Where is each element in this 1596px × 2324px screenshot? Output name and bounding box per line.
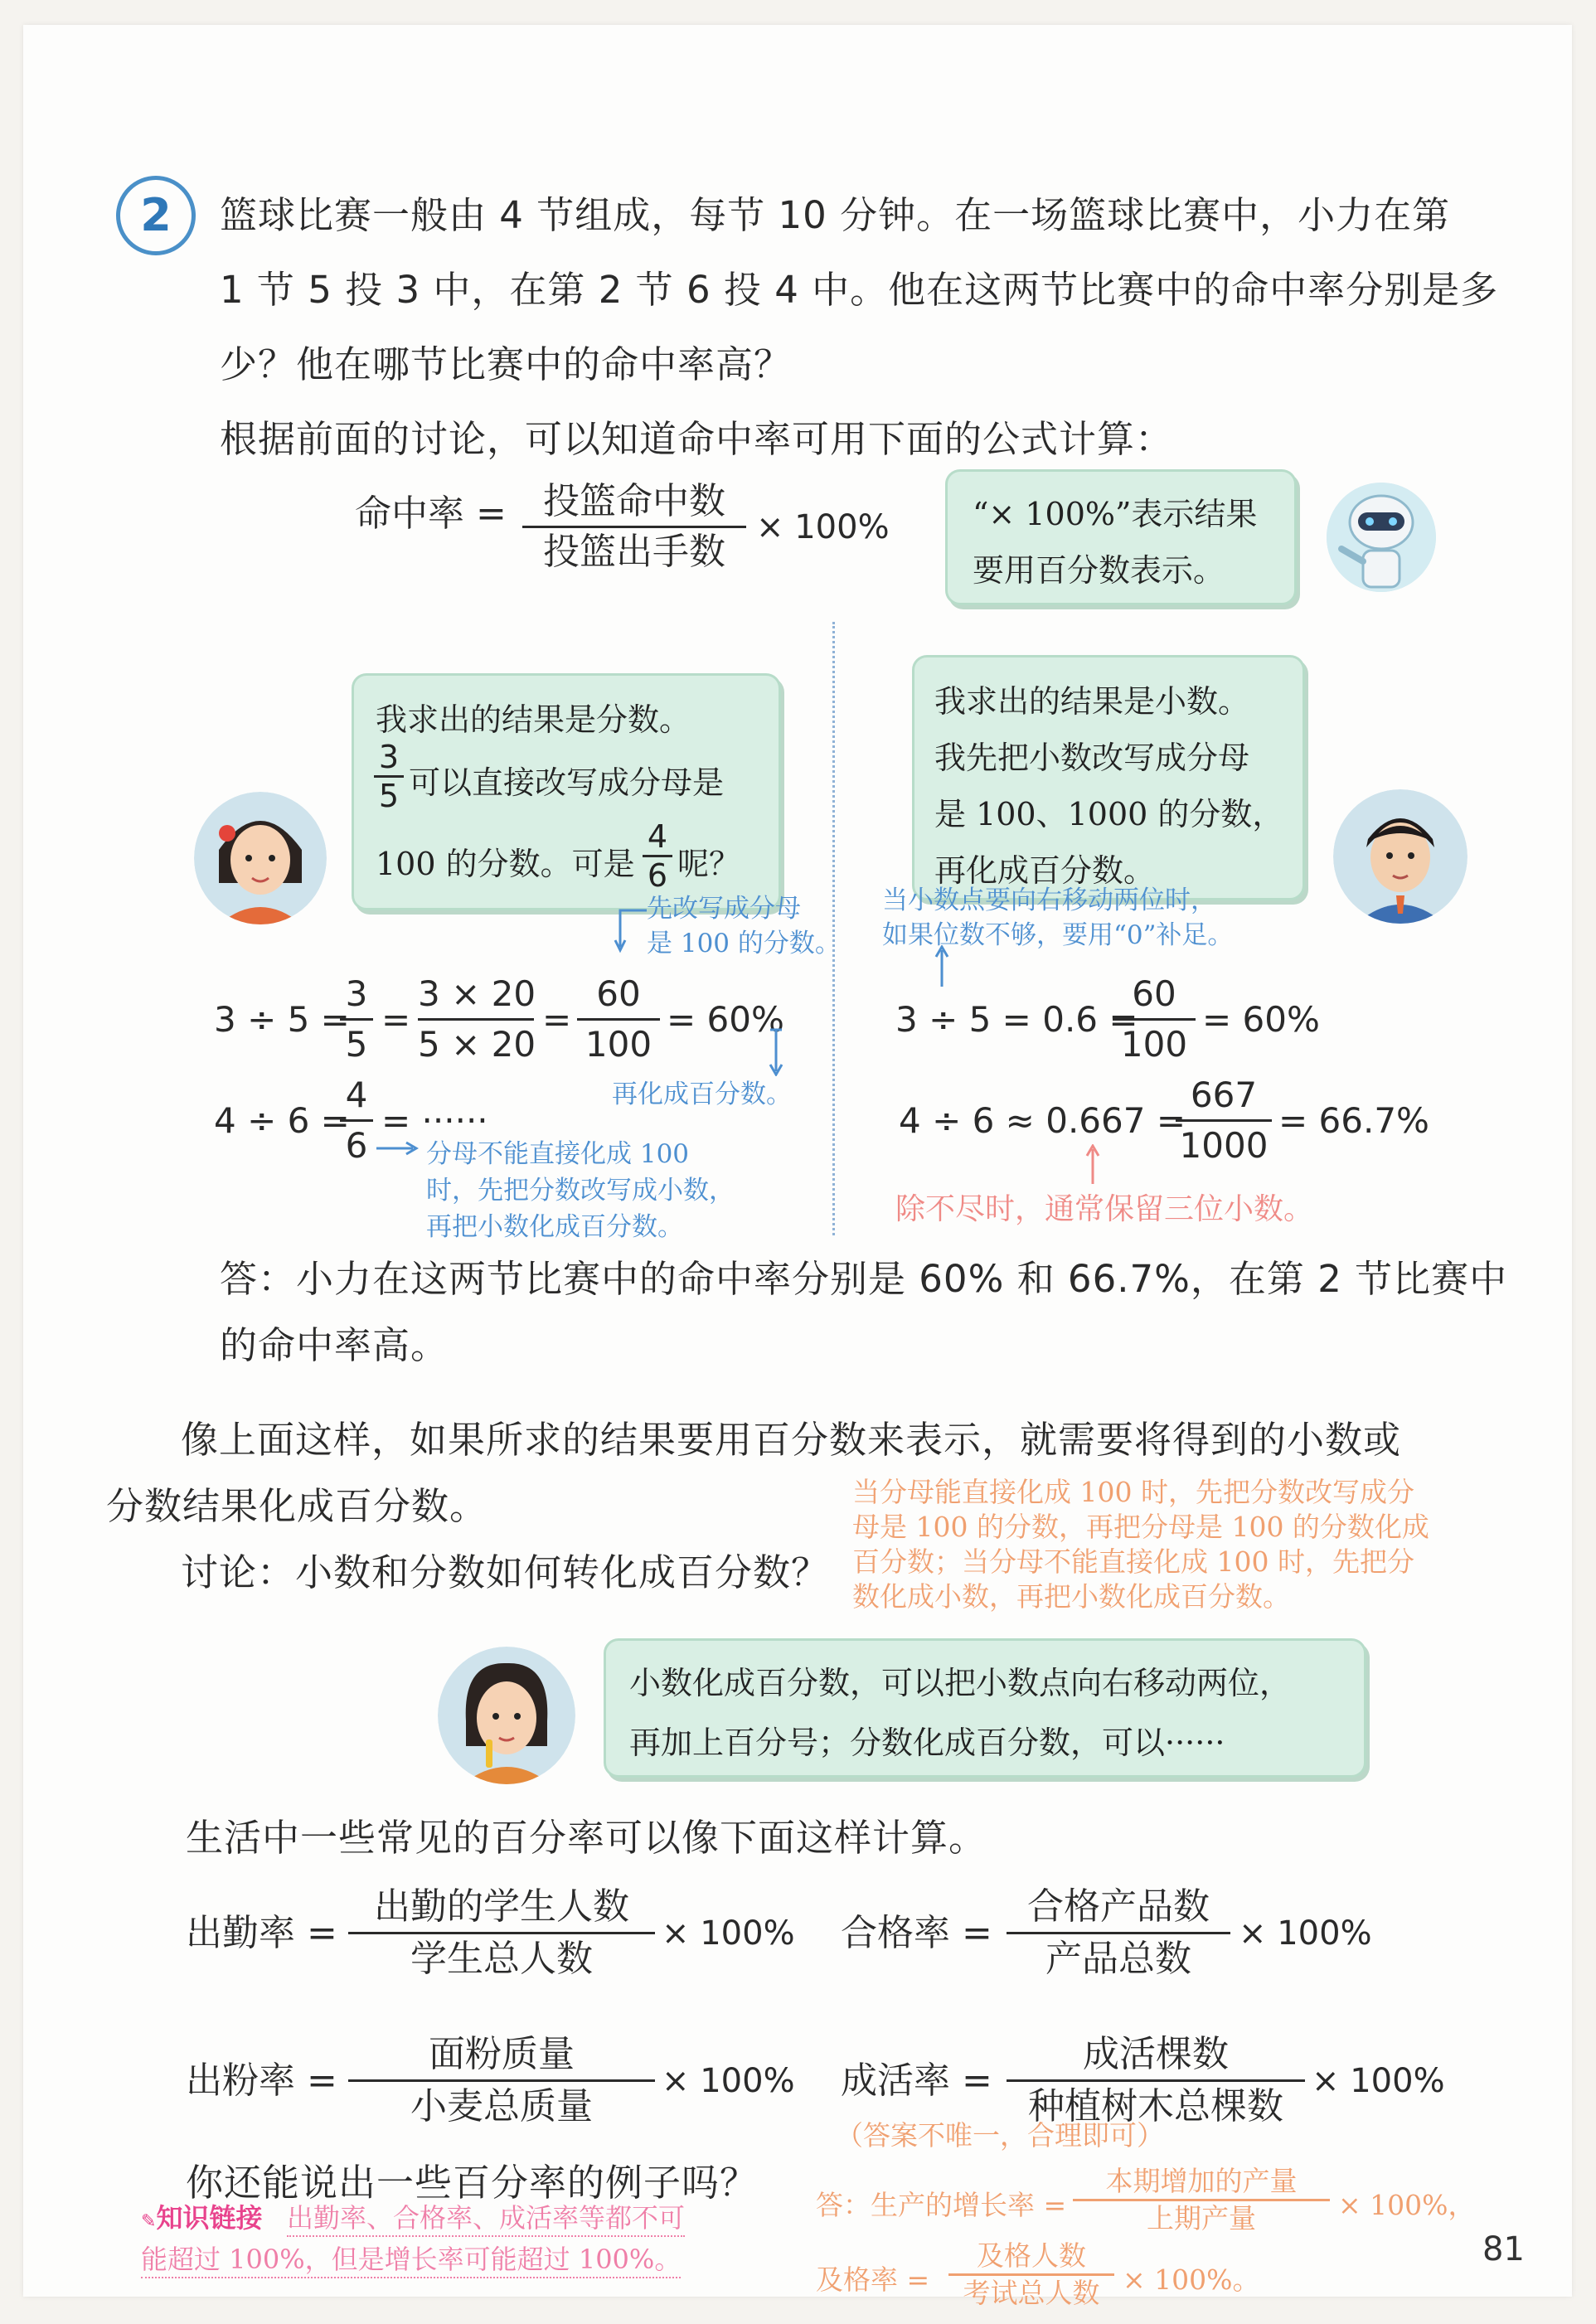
exam-pass-rate-fraction <box>948 2239 1114 2311</box>
rates-intro: 生活中一些常见的百分率可以像下面这样计算。 <box>186 1816 987 1860</box>
left-eq2-tail: = ······ <box>381 1100 488 1141</box>
girl-avatar <box>194 792 327 924</box>
summary-line-1: 像上面这样，如果所求的结果要用百分数来表示，就需要将得到的小数或 <box>181 1418 1402 1462</box>
fraction-denominator: 100 <box>585 1024 652 1065</box>
fraction-numerator: 本期增加的产量 <box>1105 2165 1298 2197</box>
girl-speech-bubble <box>352 673 781 910</box>
girl-bubble-fraction-3-5 <box>374 739 404 814</box>
formula-numerator: 投篮命中数 <box>543 480 725 522</box>
boy-bubble-line-1: 我求出的结果是小数。 <box>934 683 1250 720</box>
left-eq1-lhs: 3 ÷ 5 = <box>214 999 350 1040</box>
problem-line-4: 根据前面的讨论，可以知道命中率可用下面的公式计算： <box>220 417 1174 461</box>
orange-note-line-1: 当分母能直接化成 100 时，先把分数改写成分 <box>852 1476 1414 1508</box>
survival-rate-times: × 100% <box>1312 2062 1445 2100</box>
formula-label: 命中率 = <box>355 492 507 535</box>
exam-pass-rate-label: 及格率 = <box>816 2263 930 2296</box>
teacher-speech-bubble <box>604 1638 1366 1778</box>
fraction-numerator: 4 <box>345 1075 368 1115</box>
boy-speech-bubble <box>912 655 1305 900</box>
note-not-100-line-3: 再把小数化成百分数。 <box>426 1212 683 1242</box>
teacher-avatar <box>438 1647 575 1784</box>
equals-sign: = <box>381 999 411 1040</box>
knowledge-link-tag <box>141 2197 262 2235</box>
attendance-rate-label: 出勤率 = <box>186 1912 337 1954</box>
fraction-denominator: 小麦总质量 <box>410 2085 593 2128</box>
note-rewrite-100-line-1: 先改写成分母 <box>647 894 801 924</box>
right-eq1-frac <box>1113 970 1196 1069</box>
robot-avatar <box>1327 483 1436 592</box>
growth-rate-fraction <box>1073 2164 1330 2236</box>
boy-bubble-line-2: 我先把小数改写成分母 <box>934 740 1250 776</box>
examples-question: 你还能说出一些百分率的例子吗？ <box>186 2161 759 2205</box>
orange-note-line-3: 百分数；当分母不能直接化成 100 时，先把分 <box>852 1545 1414 1578</box>
note-decimal-shift-line-1: 当小数点要向右移动两位时， <box>882 885 1216 915</box>
fraction-numerator: 合格产品数 <box>1027 1885 1210 1928</box>
fraction-denominator: 上期产量 <box>1147 2202 1256 2234</box>
answer-line-1: 答：小力在这两节比赛中的命中率分别是 60% 和 66.7%，在第 2 节比赛中 <box>220 1257 1508 1301</box>
fraction-denominator: 5 <box>378 778 400 814</box>
girl-bubble-line-3b: 呢？ <box>677 846 741 882</box>
fraction-numerator: 出勤的学生人数 <box>374 1885 629 1928</box>
orange-note-line-4: 数化成小数，再把小数化成百分数。 <box>852 1580 1290 1613</box>
right-eq2-result: = 66.7% <box>1278 1100 1429 1141</box>
left-eq1-frac1 <box>340 970 373 1069</box>
blue-arrow-2 <box>932 945 952 988</box>
flour-rate-fraction <box>348 2030 655 2132</box>
note-decimal-shift-line-2: 如果位数不够，要用“0”补足。 <box>882 920 1234 950</box>
fraction-numerator: 3 × 20 <box>418 973 536 1014</box>
knowledge-link-line-2: 能超过 100%，但是增长率可能超过 100%。 <box>141 2239 681 2278</box>
teacher-bubble-line-2: 再加上百分号；分数化成百分数，可以······ <box>629 1725 1225 1761</box>
problem-number-badge: 2 <box>116 176 196 255</box>
pass-rate-label: 合格率 = <box>841 1912 992 1954</box>
boy-bubble-line-3: 是 100、1000 的分数， <box>934 796 1284 832</box>
fraction-denominator: 产品总数 <box>1045 1938 1191 1980</box>
fraction-numerator: 及格人数 <box>977 2239 1086 2272</box>
teacher-bubble-line-1: 小数化成百分数，可以把小数点向右移动两位， <box>629 1665 1292 1701</box>
formula-denominator: 投篮出手数 <box>543 531 725 573</box>
problem-line-3: 少？他在哪节比赛中的命中率高？ <box>220 342 793 386</box>
page-number: 81 <box>1482 2230 1525 2268</box>
right-eq1-lhs: 3 ÷ 5 = 0.6 = <box>895 999 1138 1040</box>
fraction-numerator: 面粉质量 <box>429 2033 575 2075</box>
fraction-denominator: 5 × 20 <box>418 1024 536 1065</box>
note-to-percent: 再化成百分数。 <box>612 1080 792 1109</box>
fraction-denominator: 5 <box>345 1024 368 1065</box>
girl-bubble-fraction-4-6 <box>643 818 672 894</box>
girl-bubble-line-1: 我求出的结果是分数。 <box>376 701 691 738</box>
right-eq2-lhs: 4 ÷ 6 ≈ 0.667 = <box>899 1100 1186 1141</box>
formula-fraction <box>522 478 746 576</box>
problem-line-2: 1 节 5 投 3 中，在第 2 节 6 投 4 中。他在这两节比赛中的命中率分别是多 <box>220 268 1499 312</box>
attendance-rate-fraction <box>348 1882 655 1984</box>
robot-bubble-line-2: 要用百分数表示。 <box>973 552 1225 589</box>
blue-arrow-1 <box>614 905 655 955</box>
flour-rate-times: × 100% <box>662 2062 795 2100</box>
robot-speech-bubble <box>945 469 1297 605</box>
left-eq1-frac3 <box>577 970 660 1069</box>
formula-times: × 100% <box>756 508 890 546</box>
flour-rate-label: 出粉率 = <box>186 2060 337 2102</box>
problem-line-1: 篮球比赛一般由 4 节组成，每节 10 分钟。在一场篮球比赛中，小力在第 <box>220 193 1451 237</box>
right-eq2-frac <box>1176 1071 1272 1170</box>
fraction-numerator: 3 <box>345 973 368 1014</box>
boy-avatar <box>1333 789 1467 924</box>
knowledge-link-icon: ✎ <box>141 2211 157 2232</box>
left-eq2-frac <box>340 1071 373 1170</box>
fraction-denominator: 考试总人数 <box>963 2277 1100 2309</box>
fraction-numerator: 60 <box>596 973 641 1014</box>
exam-pass-rate-times: × 100%。 <box>1123 2263 1260 2296</box>
fraction-numerator: 667 <box>1190 1075 1258 1115</box>
fraction-denominator: 6 <box>345 1125 368 1166</box>
fraction-denominator: 6 <box>647 857 668 894</box>
note-rewrite-100-line-2: 是 100 的分数。 <box>647 929 841 958</box>
attendance-rate-times: × 100% <box>662 1914 795 1953</box>
fraction-denominator: 1000 <box>1179 1125 1269 1166</box>
survival-rate-label: 成活率 = <box>841 2060 992 2102</box>
left-eq2-lhs: 4 ÷ 6 = <box>214 1100 350 1141</box>
girl-bubble-line-3a: 100 的分数。可是 <box>376 846 635 882</box>
knowledge-link-line-1: 出勤率、合格率、成活率等都不可 <box>287 2197 685 2237</box>
fraction-denominator: 100 <box>1120 1024 1188 1065</box>
growth-rate-label: 答：生产的增长率 = <box>816 2189 1067 2221</box>
fraction-numerator: 3 <box>378 739 400 775</box>
pass-rate-times: × 100% <box>1239 1914 1372 1953</box>
boy-bubble-line-4: 再化成百分数。 <box>934 852 1156 889</box>
note-not-100-line-2: 时，先把分数改写成小数， <box>426 1176 735 1206</box>
note-round-three-places: 除不尽时，通常保留三位小数。 <box>895 1192 1314 1226</box>
discussion-question: 讨论：小数和分数如何转化成百分数？ <box>181 1550 830 1594</box>
left-eq1-result: = 60% <box>667 999 784 1040</box>
red-arrow <box>1083 1144 1103 1186</box>
fraction-numerator: 成活棵数 <box>1083 2033 1229 2075</box>
girl-bubble-line-2: 可以直接改写成分母是 <box>409 764 725 801</box>
answer-line-2: 的命中率高。 <box>220 1323 449 1367</box>
fraction-denominator: 种植树木总棵数 <box>1028 2085 1283 2128</box>
fraction-numerator: 4 <box>647 818 668 855</box>
left-eq1-frac2 <box>418 970 534 1069</box>
growth-rate-times: × 100%， <box>1338 2189 1476 2221</box>
equals-sign: = <box>542 999 572 1040</box>
orange-note-line-2: 母是 100 的分数，再把分母是 100 的分数化成 <box>852 1511 1429 1543</box>
blue-arrow-3 <box>766 1028 786 1076</box>
robot-bubble-line-1: “× 100%”表示结果 <box>973 496 1258 532</box>
note-not-100-line-1: 分母不能直接化成 100 <box>426 1139 690 1169</box>
answer-hint: （答案不唯一，合理即可） <box>836 2119 1164 2152</box>
fraction-numerator: 60 <box>1132 973 1176 1014</box>
right-eq1-result: = 60% <box>1202 999 1320 1040</box>
pass-rate-fraction <box>1007 1882 1230 1984</box>
blue-arrow-4 <box>375 1139 421 1157</box>
summary-line-2: 分数结果化成百分数。 <box>106 1484 488 1528</box>
textbook-page <box>23 25 1572 2309</box>
knowledge-link-label: 知识链接 <box>156 2202 263 2234</box>
fraction-denominator: 学生总人数 <box>410 1938 593 1980</box>
